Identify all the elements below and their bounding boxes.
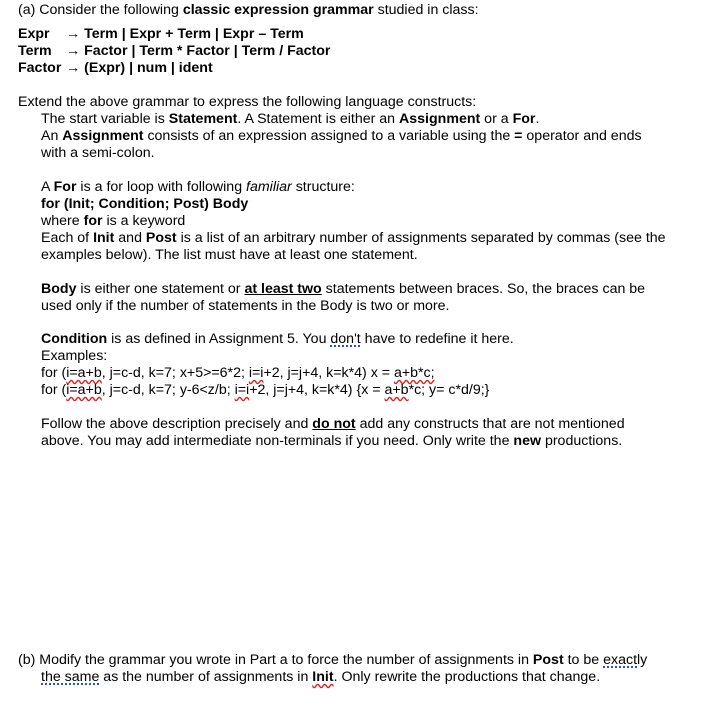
spell-check-mark: i=a+b bbox=[66, 365, 102, 381]
text: is either one statement or bbox=[76, 281, 245, 297]
bold-text: For bbox=[53, 179, 77, 195]
arrow-icon: → bbox=[66, 60, 81, 76]
text: Each of bbox=[41, 230, 94, 246]
text: is a for loop with following bbox=[76, 179, 247, 195]
body-line-2: used only if the number of statements in the Body is two or more. bbox=[41, 298, 450, 314]
bold-text: new bbox=[513, 433, 541, 449]
italic-text: familiar bbox=[246, 179, 292, 195]
text: above. You may add intermediate non-terminals if you need. Only write the bbox=[41, 433, 514, 449]
text: , j=c-d, k=7; x+5>=6*2; bbox=[101, 365, 249, 381]
part-b-line-2 bbox=[41, 669, 600, 686]
spell-check-mark: i=i bbox=[248, 365, 264, 381]
grammar-check-mark: don't bbox=[330, 331, 361, 347]
bold-text: Assignment bbox=[62, 128, 144, 144]
part-b-line-1 bbox=[18, 652, 647, 669]
bold-text: Assignment bbox=[399, 111, 481, 127]
text: productions. bbox=[541, 433, 623, 449]
text: where bbox=[41, 213, 84, 229]
text: The start variable is bbox=[41, 111, 169, 127]
init-post-line-2: examples below). The list must have at least one statement. bbox=[41, 247, 418, 263]
follow-line-1 bbox=[41, 416, 625, 433]
text: for ( bbox=[41, 365, 67, 381]
body-line-1 bbox=[41, 281, 645, 298]
bold-text: Init bbox=[93, 230, 115, 246]
text: is as defined in Assignment 5. You bbox=[107, 331, 331, 347]
text: (b) Modify the grammar you wrote in Part a to force the number of assignments in bbox=[18, 652, 533, 668]
grammar-check-mark: the same bbox=[41, 669, 100, 685]
bold-text: For bbox=[512, 111, 536, 127]
text: . Only rewrite the productions that change. bbox=[333, 669, 601, 685]
bold-text: for (Init; Condition; Post) Body bbox=[41, 196, 249, 212]
start-variable-line bbox=[41, 111, 539, 128]
text: operator and ends bbox=[522, 128, 642, 144]
grammar-lhs: Factor bbox=[18, 60, 62, 76]
text: for ( bbox=[41, 382, 67, 398]
text: structure: bbox=[291, 179, 355, 195]
spell-check-mark: i=a+b bbox=[66, 382, 102, 398]
grammar-productions: (Expr) | num | ident bbox=[84, 60, 213, 76]
text: is a list of an arbitrary number of assignments separated by commas (see the bbox=[176, 230, 666, 246]
text: An bbox=[41, 128, 63, 144]
bold-text: Condition bbox=[41, 331, 108, 347]
underlined-bold-text: do not bbox=[312, 416, 356, 432]
text: consists of an expression assigned to a variable using the bbox=[143, 128, 515, 144]
example-2 bbox=[41, 382, 489, 399]
text: have to redefine it here. bbox=[360, 331, 514, 347]
grammar-productions: Term | Expr + Term | Expr – Term bbox=[84, 26, 304, 42]
example-1 bbox=[41, 365, 435, 382]
text: as the number of assignments in bbox=[99, 669, 313, 685]
for-line-1 bbox=[41, 179, 355, 196]
spell-check-mark: i=i bbox=[234, 382, 250, 398]
underlined-bold-text: at least two bbox=[244, 281, 322, 297]
grammar-rhs bbox=[66, 60, 213, 77]
bold-text: classic expression grammar bbox=[182, 2, 374, 18]
text: A bbox=[41, 179, 54, 195]
grammar-rhs bbox=[66, 26, 304, 43]
text: or a bbox=[480, 111, 513, 127]
text: . bbox=[535, 111, 540, 127]
init-post-line-1 bbox=[41, 230, 666, 247]
text: and bbox=[114, 230, 146, 246]
grammar-lhs: Expr bbox=[18, 26, 50, 42]
assignment-line-2: with a semi-colon. bbox=[41, 145, 155, 161]
text: studied in class: bbox=[373, 2, 479, 18]
spell-check-mark: a+b*c; bbox=[393, 365, 435, 381]
spell-check-mark: a+b bbox=[384, 382, 409, 398]
part-a-intro bbox=[18, 2, 479, 19]
bold-text: = bbox=[514, 128, 523, 144]
text: . A Statement is either an bbox=[237, 111, 400, 127]
text: is a keyword bbox=[102, 213, 186, 229]
bold-text: Post bbox=[145, 230, 177, 246]
text: add any constructs that are not mentioned bbox=[355, 416, 625, 432]
bold-text: Statement bbox=[168, 111, 238, 127]
text: *c; y= c*d/9;} bbox=[408, 382, 490, 398]
grammar-check-mark: exactly bbox=[603, 652, 648, 668]
follow-line-2 bbox=[41, 433, 622, 450]
text: Follow the above description precisely and bbox=[41, 416, 313, 432]
spell-check-mark: Init bbox=[312, 669, 334, 685]
text: (a) Consider the following bbox=[18, 2, 183, 18]
for-line-3 bbox=[41, 213, 185, 230]
arrow-icon: → bbox=[66, 26, 81, 42]
grammar-rhs bbox=[66, 43, 330, 60]
grammar-productions: Factor | Term * Factor | Term / Factor bbox=[84, 43, 331, 59]
bold-text: for bbox=[83, 213, 103, 229]
text: to be bbox=[563, 652, 604, 668]
assignment-line-1 bbox=[41, 128, 642, 145]
text: statements between braces. So, the braces can be bbox=[321, 281, 646, 297]
condition-line bbox=[41, 331, 514, 348]
extend-instruction: Extend the above grammar to express the following language constructs: bbox=[18, 94, 477, 110]
for-structure bbox=[41, 196, 248, 213]
grammar-lhs: Term bbox=[18, 43, 52, 59]
bold-text: Post bbox=[532, 652, 564, 668]
text: +2, j=j+4, k=k*4) x = bbox=[263, 365, 394, 381]
arrow-icon: → bbox=[66, 43, 81, 59]
text: , j=c-d, k=7; y-6<z/b; bbox=[101, 382, 235, 398]
bold-text: Body bbox=[41, 281, 77, 297]
examples-label: Examples: bbox=[41, 348, 108, 364]
text: +2, j=j+4, k=k*4) {x = bbox=[249, 382, 385, 398]
